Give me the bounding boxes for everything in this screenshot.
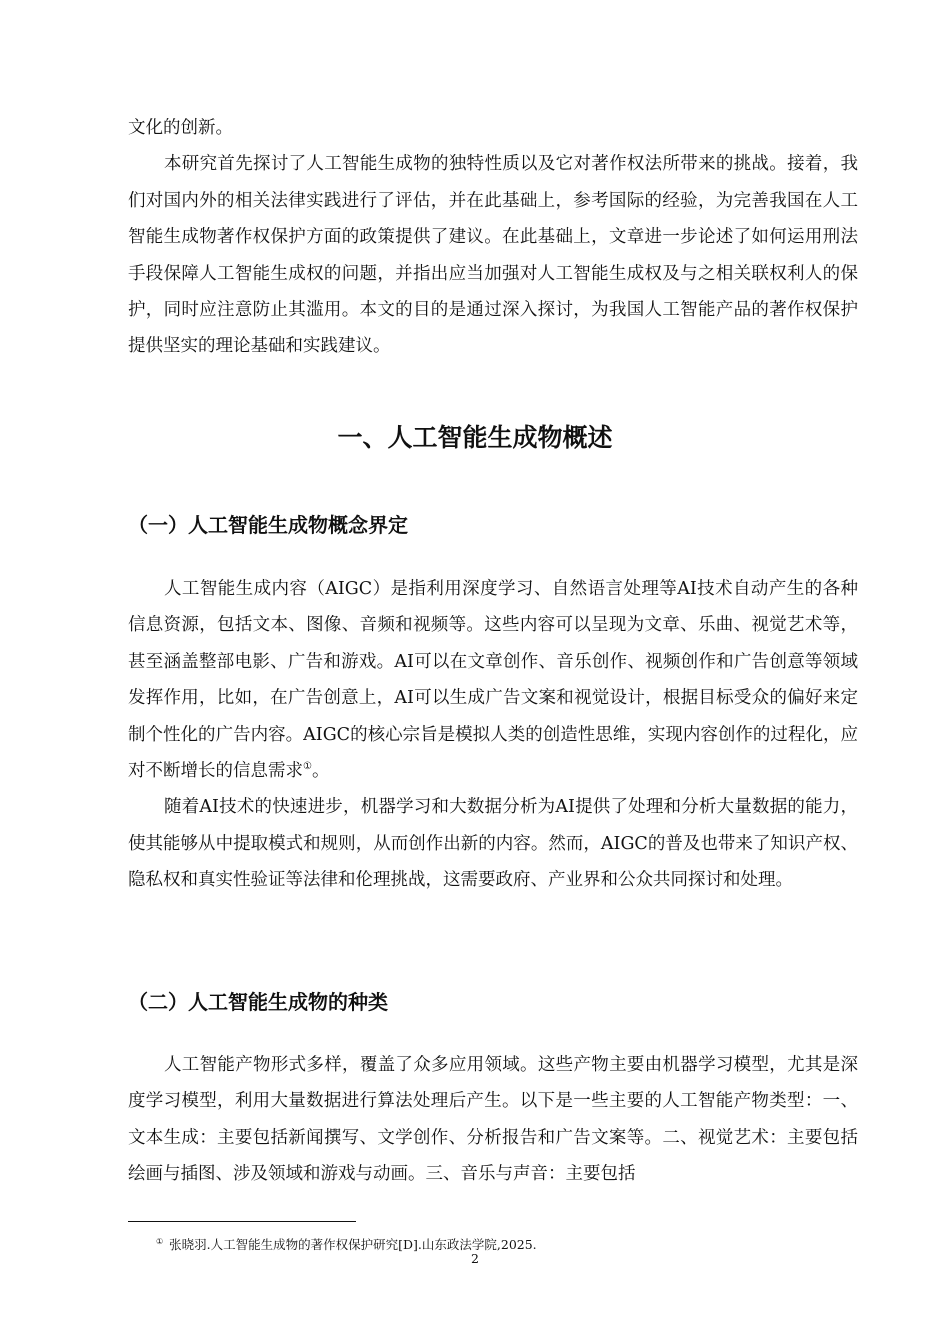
paragraph: [128, 571, 858, 789]
footnote-divider: [128, 1221, 356, 1222]
paragraph: 本研究首先探讨了人工智能生成物的独特性质以及它对著作权法所带来的挑战。接着，我们对国内外的相关法律实践进行了评估，并在此基础上，参考国际的经验，为完善我国在人工智能生成物著作权保护方面的政策提供了建议。在此基础上，文章进一步论述了如何运用刑法手段保障人工智能生成权的问题，并指出应当加强对人工智能生成权及与之相关联权利人的保护，同时应注意防止其滥用。本文的目的是通过深入探讨，为我国人工智能产品的著作权保护提供坚实的理论基础和实践建议。: [128, 154, 858, 357]
paragraph: 文化的创新。: [128, 118, 233, 138]
section-title: （二）人工智能生成物的种类: [128, 990, 388, 1014]
footnote-text: 张晓羽.人工智能生成物的著作权保护研究[D].山东政法学院,2025.: [169, 1237, 537, 1253]
section1-text: [128, 571, 858, 899]
paragraph-end: 。: [311, 761, 330, 782]
paragraph: 人工智能产物形式多样，覆盖了众多应用领域。这些产物主要由机器学习模型，尤其是深度学习模型，利用大量数据进行算法处理后产生。以下是一些主要的人工智能产物类型：一、文本生成：主要包括新闻撰写、文学创作、分析报告和广告文案等。二、视觉艺术：主要包括绘画与插图、涉及领域和游戏与动画。三、音乐与声音：主要包括: [128, 1055, 858, 1185]
paragraph: 随着AI技术的快速进步，机器学习和大数据分析为AI提供了处理和分析大量数据的能力，使其能够从中提取模式和规则，从而创作出新的内容。然而，AIGC的普及也带来了知识产权、隐私权和真实性验证等法律和伦理挑战，这需要政府、产业界和公众共同探讨和处理。: [128, 797, 858, 891]
intro-text: [128, 110, 858, 365]
footnote-marker: ①: [303, 761, 312, 773]
page-number: 2: [471, 1251, 479, 1266]
section2-text: [128, 1047, 858, 1193]
section-title: （一）人工智能生成物概念界定: [128, 513, 408, 537]
chapter-title: 一、人工智能生成物概述: [337, 423, 613, 452]
paragraph-text: 人工智能生成内容（AIGC）是指利用深度学习、自然语言处理等AI技术自动产生的各种信息资源，包括文本、图像、音频和视频等。这些内容可以呈现为文章、乐曲、视觉艺术等，甚至涵盖整部电影、广告和游戏。AI可以在文章创作、音乐创作、视频创作和广告创意等领域发挥作用，比如，在广告创意上，AI可以生成广告文案和视觉设计，根据目标受众的偏好来定制个性化的广告内容。AIGC的核心宗旨是模拟人类的创造性思维，实现内容创作的过程化，应对不断增长的信息需求: [128, 579, 858, 782]
footnote-number: ①: [156, 1237, 164, 1246]
